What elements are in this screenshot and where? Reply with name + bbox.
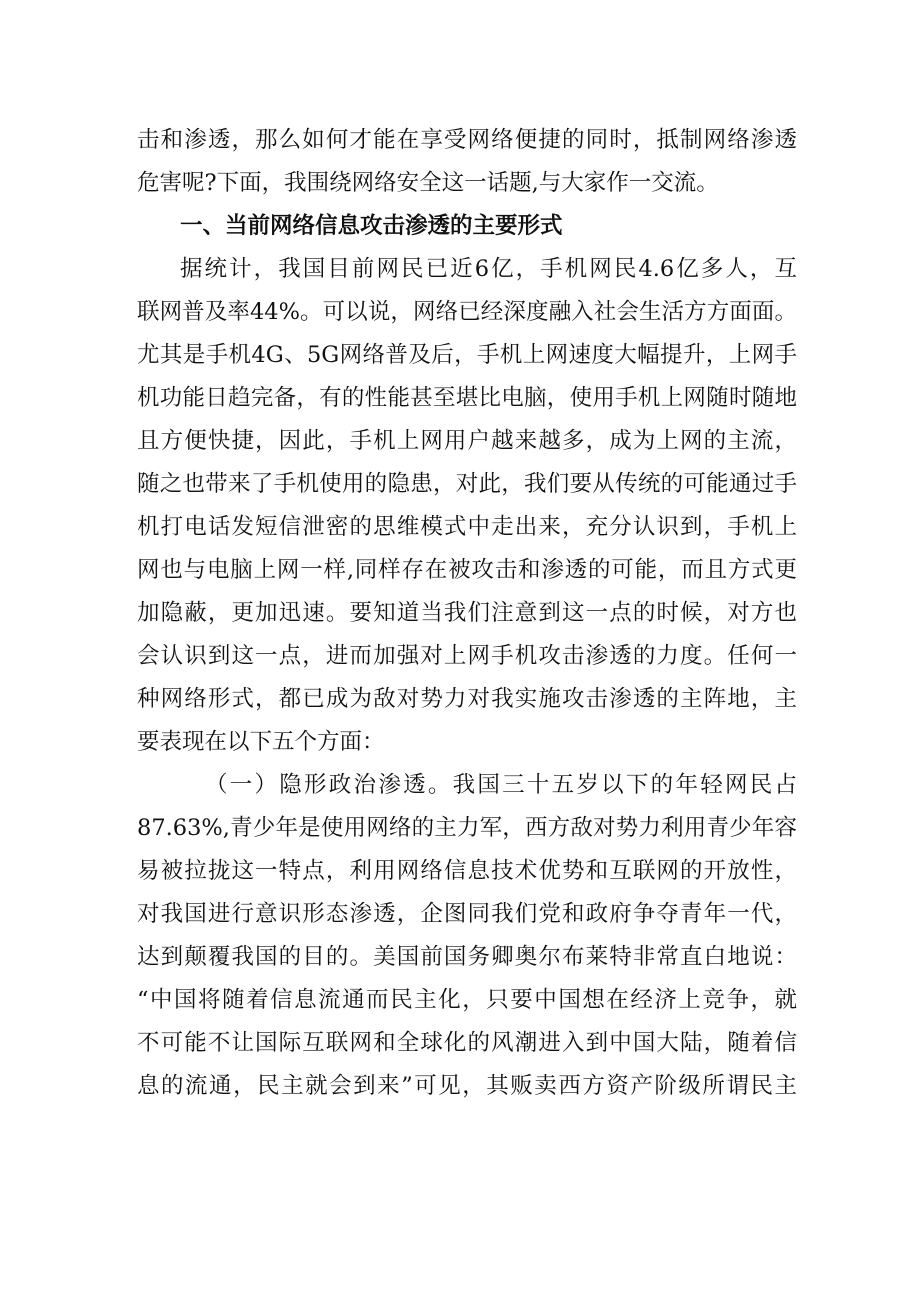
body-text-line: 加隐蔽，更加迅速。要知道当我们注意到这一点的时候，对方也 [137, 600, 797, 626]
body-text-line: 危害呢?下面，我围绕网络安全这一话题,与大家作一交流。 [137, 170, 719, 196]
body-text-line: 且方便快捷，因此，手机上网用户越来越多，成为上网的主流， [137, 428, 797, 454]
body-text-line: 种网络形式，都已成为敌对势力对我实施攻击渗透的主阵地，主 [137, 686, 797, 712]
body-text-line: 息的流通，民主就会到来”可见，其贩卖西方资产阶级所谓民主 [137, 1073, 797, 1099]
body-text-line: （一）隐形政治渗透。我国三十五岁以下的年轻网民占 [205, 772, 797, 798]
body-text-line: 尤其是手机4G、5G网络普及后，手机上网速度大幅提升，上网手 [137, 342, 797, 368]
body-text-line: 不可能不让国际互联网和全球化的风潮进入到中国大陆，随着信 [137, 1030, 797, 1056]
section-heading: 一、当前网络信息攻击渗透的主要形式 [180, 213, 563, 239]
body-text-line: 联网普及率44%。可以说，网络已经深度融入社会生活方方面面。 [137, 299, 797, 325]
body-text-line: 据统计，我国目前网民已近6亿，手机网民4.6亿多人，互 [180, 256, 797, 282]
body-text-line: 87.63%,青少年是使用网络的主力军，西方敌对势力利用青少年容 [137, 815, 797, 841]
body-text-line: 会认识到这一点，进而加强对上网手机攻击渗透的力度。任何一 [137, 643, 797, 669]
body-text-line: 易被拉拢这一特点，利用网络信息技术优势和互联网的开放性， [137, 858, 797, 884]
body-text-line: 机功能日趋完备，有的性能甚至堪比电脑，使用手机上网随时随地 [137, 385, 797, 411]
body-text-line: “中国将随着信息流通而民主化，只要中国想在经济上竞争，就 [137, 987, 797, 1013]
body-text-line: 达到颠覆我国的目的。美国前国务卿奥尔布莱特非常直白地说： [137, 944, 797, 970]
body-text-line: 随之也带来了手机使用的隐患，对此，我们要从传统的可能通过手 [137, 471, 797, 497]
body-text-line: 对我国进行意识形态渗透，企图同我们党和政府争夺青年一代， [137, 901, 797, 927]
body-text-line: 击和渗透，那么如何才能在享受网络便捷的同时，抵制网络渗透 [137, 127, 797, 153]
body-text-line: 要表现在以下五个方面： [137, 729, 385, 755]
body-text-line: 机打电话发短信泄密的思维模式中走出来，充分认识到，手机上 [137, 514, 797, 540]
body-text-line: 网也与电脑上网一样,同样存在被攻击和渗透的可能，而且方式更 [137, 557, 797, 583]
